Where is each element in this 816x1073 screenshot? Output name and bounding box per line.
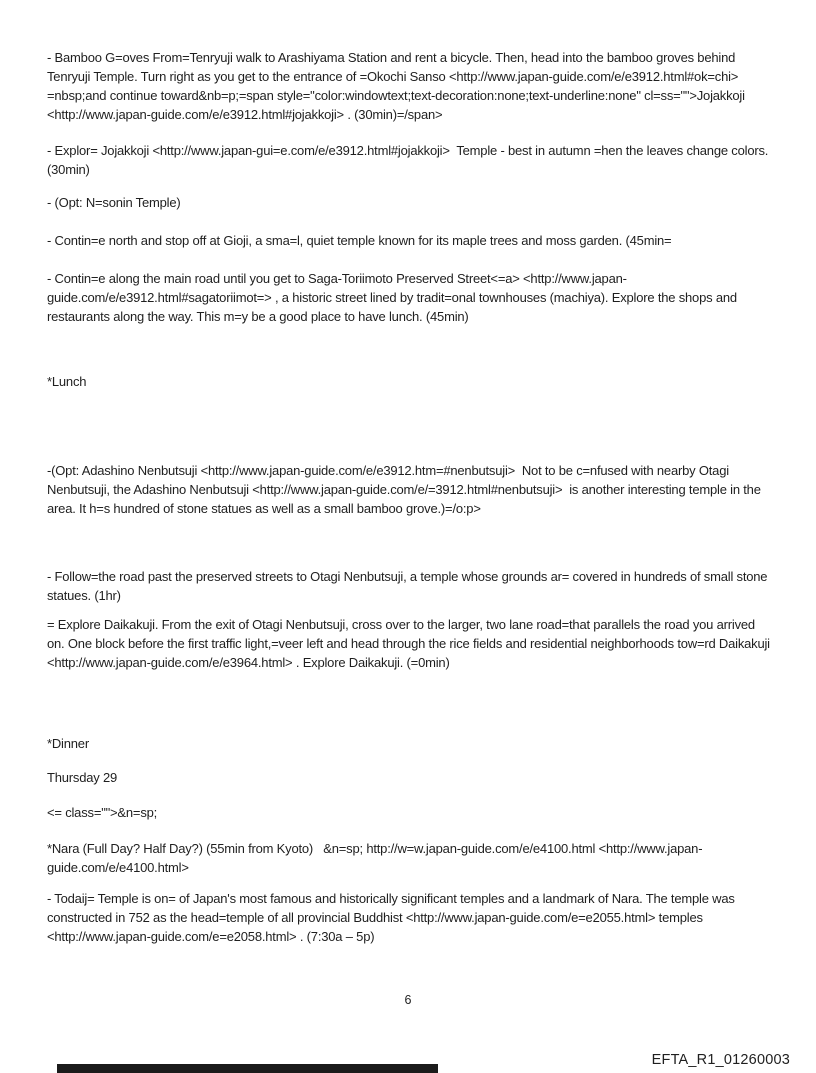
paragraph-nara: *Nara (Full Day? Half Day?) (55min from Kyoto) &n=sp; http://w=w.japan-guide.com/e/e4100.html <http://www.japan-guide.com/e/e4100.html> (47, 841, 703, 875)
thursday-29-label: Thursday 29 (47, 770, 118, 785)
paragraph-adashino-nenbutsuji: -(Opt: Adashino Nenbutsuji <http://www.japan-guide.com/e/e3912.htm=#nenbutsuji> Not to be c=nfused with nearby Otagi Nenbutsuji, the Adashino Nenbutsuji <http://www.japan-guide.com/e/=3912.html#nenbutsuji> is another interesting temple in the area. It h=s hundred of stone statues as well as a small bamboo grove.)=/o:p> (47, 463, 765, 516)
paragraph-otagi-nenbutsuji: - Follow=the road past the preserved streets to Otagi Nenbutsuji, a temple whose grounds ar= covered in hundreds of small stone statues. (1hr) (47, 569, 771, 603)
paragraph-gioji: - Contin=e north and stop off at Gioji, a sma=l, quiet temple known for its maple trees and moss garden. (45min= (47, 233, 672, 248)
paragraph-opt-nisonin: - (Opt: N=sonin Temple) (47, 195, 181, 210)
paragraph-explore-jojakkoji: - Explor= Jojakkoji <http://www.japan-gui=e.com/e/e3912.html#jojakkoji> Temple - best in autumn =hen the leaves change colors. (30min) (47, 143, 772, 177)
dinner-label: *Dinner (47, 736, 89, 751)
bates-number: EFTA_R1_01260003 (651, 1052, 790, 1068)
lunch-label: *Lunch (47, 374, 87, 389)
markup-fragment-line: <= class="">&n=sp; (47, 805, 158, 820)
paragraph-bamboo-groves: - Bamboo G=oves From=Tenryuji walk to Arashiyama Station and rent a bicycle. Then, head into the bamboo groves behind Tenryuji Temple. Turn right as you get to the entrance of =Okochi Sanso <http://www.japan-guide.com/e/e3912.html#ok=chi> =nbsp;and continue toward&nb=p;=span style="color:windowtext;text-decoration:none;text-underline:none" cl=ss="">Jojakkoji <http://www.japan-guide.com/e/e3912.html#jojakkoji> . (30min)=/span> (47, 50, 749, 122)
document-body (47, 48, 775, 946)
paragraph-saga-toriimoto: - Contin=e along the main road until you get to Saga-Toriimoto Preserved Street<=a> <http://www.japan-guide.com/e/e3912.html#sagatoriimot=> , a historic street lined by tradit=onal townhouses (machiya). Explore the shops and restaurants along the way. This m=y be a good place to have lunch. (45min) (47, 271, 741, 324)
page-number: 6 (404, 993, 412, 1007)
paragraph-todaiji: - Todaij= Temple is on= of Japan's most famous and historically significant temples and a landmark of Nara. The temple was constructed in 752 as the head=temple of all provincial Buddhist <http://www.japan-guide.com/e=e2055.html> temples <http://www.japan-guide.com/e=e2058.html> . (7:30a – 5p) (47, 891, 739, 944)
scan-artifact-bar (57, 1064, 438, 1073)
paragraph-daikakuji: = Explore Daikakuji. From the exit of Otagi Nenbutsuji, cross over to the larger, two lane road=that parallels the road you arrived on. One block before the first traffic light,=veer left and head through the rice fields and residential neighborhoods tow=rd Daikakuji <http://www.japan-guide.com/e/e3964.html> . Explore Daikakuji. (=0min) (47, 617, 774, 670)
